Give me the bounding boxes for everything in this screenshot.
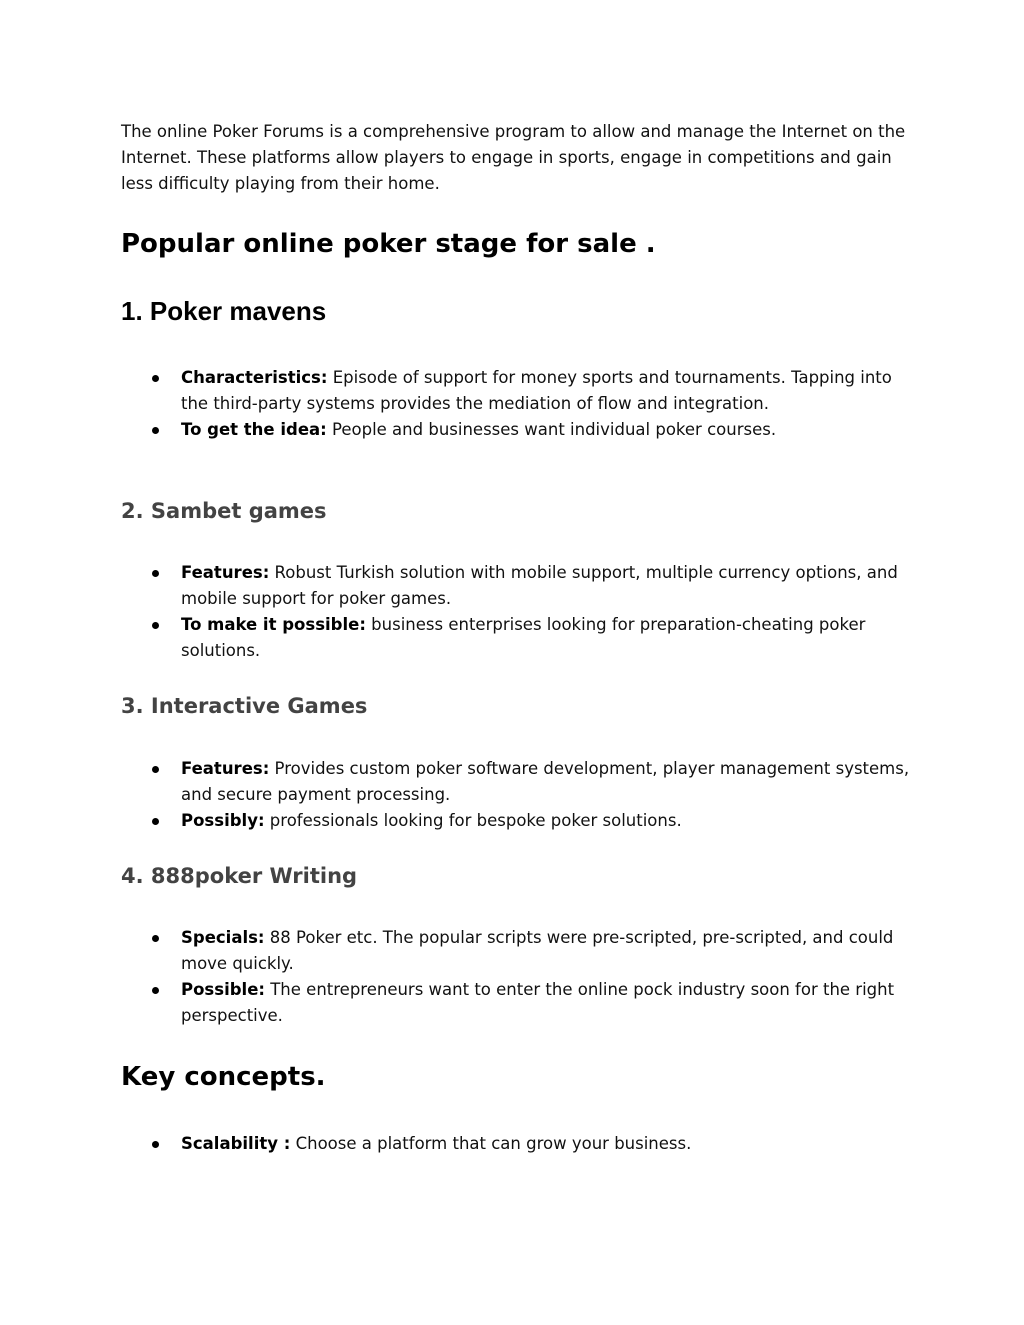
bullet-icon — [152, 427, 159, 434]
item-text: Provides custom poker software development, player management systems, and secure payment processing. — [181, 759, 910, 804]
item-text: Episode of support for money sports and tournaments. Tapping into the third-party systems provides the mediation of flow and integration. — [181, 368, 892, 413]
bullet-icon — [152, 987, 159, 994]
bullet-icon — [152, 375, 159, 382]
item-label: Characteristics: — [181, 368, 328, 387]
item-label: Possibly: — [181, 811, 265, 830]
section-heading-sambet-games: 2. Sambet games — [121, 499, 327, 523]
intro-paragraph: The online Poker Forums is a comprehensive program to allow and manage the Internet on the Internet. These platforms allow players to engage in sports, engage in competitions and gain less difficulty playing from their home. — [121, 122, 906, 193]
item-label: Specials: — [181, 928, 265, 947]
item-label: Possible: — [181, 980, 265, 999]
bullet-icon — [152, 1141, 159, 1148]
list-item — [121, 1131, 911, 1157]
interactive-games-list — [121, 756, 911, 834]
main-heading: Popular online poker stage for sale . — [121, 229, 656, 259]
item-text: 88 Poker etc. The popular scripts were pre-scripted, pre-scripted, and could move quickly. — [181, 928, 894, 973]
item-text: Choose a platform that can grow your business. — [290, 1134, 692, 1153]
list-item — [121, 808, 911, 834]
item-text: The entrepreneurs want to enter the online pock industry soon for the right perspective. — [181, 980, 895, 1025]
item-label: To get the idea: — [181, 420, 327, 439]
item-text: professionals looking for bespoke poker solutions. — [264, 811, 682, 830]
list-item — [121, 925, 911, 977]
section-heading-interactive-games: 3. Interactive Games — [121, 694, 368, 718]
key-concepts-heading: Key concepts. — [121, 1062, 326, 1092]
poker-mavens-list — [121, 365, 911, 443]
bullet-icon — [152, 818, 159, 825]
list-item — [121, 612, 911, 664]
item-label: To make it possible: — [181, 615, 366, 634]
item-text: business enterprises looking for preparation-cheating poker solutions. — [181, 615, 866, 660]
bullet-icon — [152, 766, 159, 773]
sambet-games-list — [121, 560, 911, 664]
bullet-icon — [152, 570, 159, 577]
section-heading-poker-mavens: 1. Poker mavens — [121, 296, 327, 326]
list-item — [121, 977, 911, 1029]
bullet-icon — [152, 622, 159, 629]
item-label: Features: — [181, 563, 270, 582]
list-item — [121, 560, 911, 612]
item-label: Scalability : — [181, 1134, 291, 1153]
888poker-writing-list — [121, 925, 911, 1029]
bullet-icon — [152, 935, 159, 942]
key-concepts-list — [121, 1131, 911, 1157]
item-text: People and businesses want individual poker courses. — [326, 420, 777, 439]
list-item — [121, 417, 911, 443]
list-item — [121, 365, 911, 417]
list-item — [121, 756, 911, 808]
item-label: Features: — [181, 759, 270, 778]
section-heading-888poker-writing: 4. 888poker Writing — [121, 864, 358, 888]
item-text: Robust Turkish solution with mobile support, multiple currency options, and mobile support for poker games. — [181, 563, 898, 608]
